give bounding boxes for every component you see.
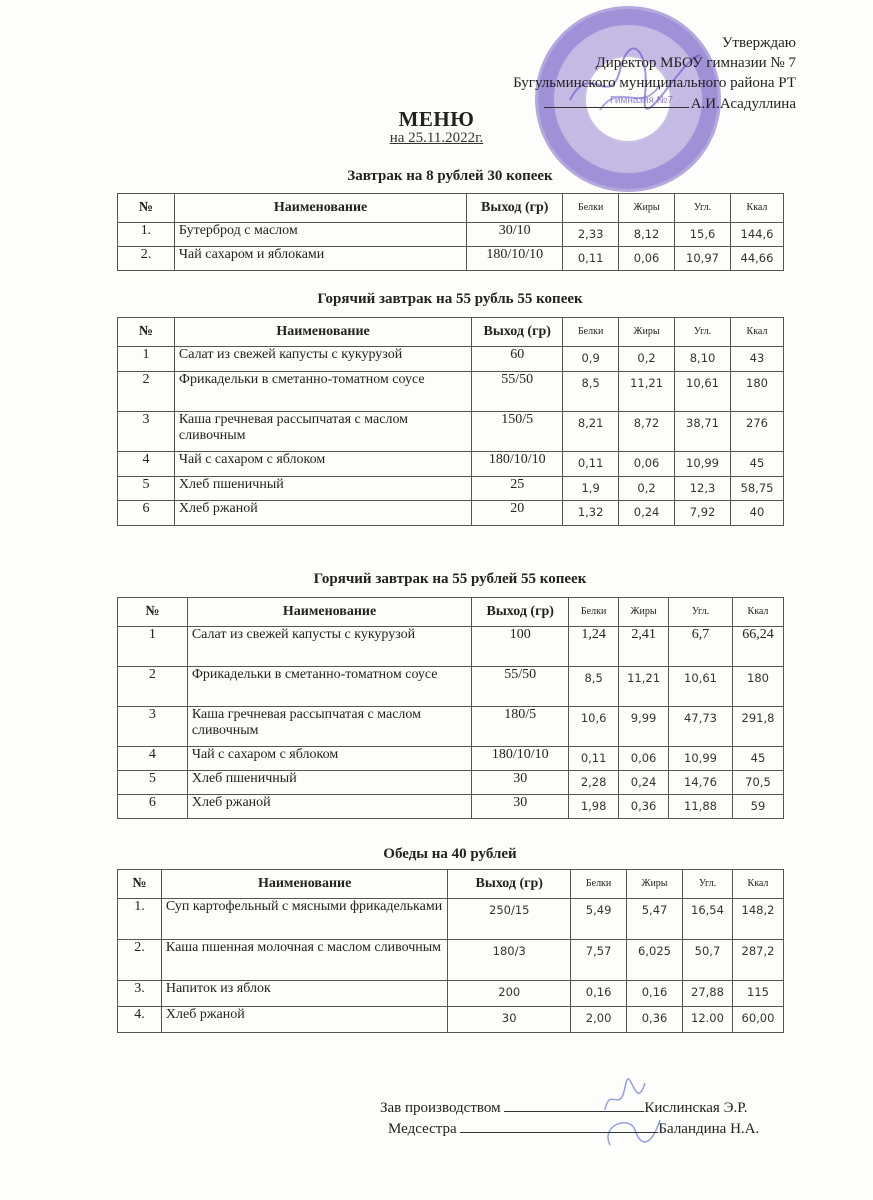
col-yield: Выход (гр) xyxy=(467,194,563,223)
stamp-center-text: Гимназия №7 xyxy=(610,95,673,106)
table-row: 3 Каша гречневая рассыпчатая с маслом сливочным 150/5 8,21 8,72 38,71 276 xyxy=(118,412,784,452)
table-row: 2. Чай сахаром и яблоками 180/10/10 0,11 0,06 10,97 44,66 xyxy=(118,247,784,271)
table-header-row: № Наименование Выход (гр) Белки Жиры Угл. Ккал xyxy=(118,870,784,899)
table-header-row: № Наименование Выход (гр) Белки Жиры Угл. Ккал xyxy=(118,318,784,347)
signature-row xyxy=(380,1097,759,1118)
section-title-hot-breakfast-2: Горячий завтрак на 55 рублей 55 копеек xyxy=(313,571,587,587)
table-row: 4. Хлеб ржаной 30 2,00 0,36 12.00 60,00 xyxy=(118,1007,784,1033)
col-kcal: Ккал xyxy=(730,194,783,223)
approval-block xyxy=(513,33,796,114)
approval-signature-line xyxy=(544,93,689,108)
section-title-lunch: Обеды на 40 рублей xyxy=(383,846,517,862)
table-row: 1 Салат из свежей капусты с кукурузой 60 0,9 0,2 8,10 43 xyxy=(118,347,784,372)
section-title-hot-breakfast-1: Горячий завтрак на 55 рубль 55 копеек xyxy=(317,291,583,307)
approval-signer: А.И.Асадуллина xyxy=(690,96,796,112)
col-carbs: Угл. xyxy=(675,194,731,223)
table-row: 3. Напиток из яблок 200 0,16 0,16 27,88 115 xyxy=(118,981,784,1007)
signature-role: Медсестра xyxy=(388,1121,457,1137)
table-row: 3 Каша гречневая рассыпчатая с маслом сливочным 180/5 10,6 9,99 47,73 291,8 xyxy=(118,707,784,747)
signature-line xyxy=(460,1118,658,1133)
table-header-row: № Наименование Выход (гр) Белки Жиры Угл. Ккал xyxy=(118,598,784,627)
table-row: 1. Суп картофельный с мясными фрикадельками 250/15 5,49 5,47 16,54 148,2 xyxy=(118,899,784,940)
section-title-breakfast: Завтрак на 8 рублей 30 копеек xyxy=(347,168,553,184)
table-row: 1. Бутерброд с маслом 30/10 2,33 8,12 15,6 144,6 xyxy=(118,223,784,247)
menu-table-hot-breakfast-2 xyxy=(117,597,784,819)
col-number: № xyxy=(118,194,175,223)
menu-date: на 25.11.2022г. xyxy=(389,130,484,146)
col-protein: Белки xyxy=(563,194,619,223)
signature-line xyxy=(504,1097,644,1112)
approval-organization: Бугульминского муниципального района РТ xyxy=(513,75,796,91)
table-row: 4 Чай с сахаром с яблоком 180/10/10 0,11 0,06 10,99 45 xyxy=(118,452,784,477)
table-row: 4 Чай с сахаром с яблоком 180/10/10 0,11 0,06 10,99 45 xyxy=(118,747,784,771)
signature-name: Кислинская Э.Р. xyxy=(644,1100,748,1116)
table-row: 2 Фрикадельки в сметанно-томатном соусе 55/50 8,5 11,21 10,61 180 xyxy=(118,667,784,707)
signature-role: Зав производством xyxy=(380,1100,501,1116)
table-row: 5 Хлеб пшеничный 30 2,28 0,24 14,76 70,5 xyxy=(118,771,784,795)
page-title: МЕНЮ xyxy=(398,107,475,131)
table-row: 6 Хлеб ржаной 30 1,98 0,36 11,88 59 xyxy=(118,795,784,819)
signature-row xyxy=(380,1118,759,1139)
approval-position: Директор МБОУ гимназии № 7 xyxy=(595,55,796,71)
menu-table-hot-breakfast-1 xyxy=(117,317,784,526)
table-row: 5 Хлеб пшеничный 25 1,9 0,2 12,3 58,75 xyxy=(118,477,784,501)
table-header-row xyxy=(118,194,784,223)
table-row: 2 Фрикадельки в сметанно-томатном соусе 55/50 8,5 11,21 10,61 180 xyxy=(118,372,784,412)
menu-table-lunch xyxy=(117,869,784,1033)
col-fat: Жиры xyxy=(619,194,675,223)
menu-table-breakfast xyxy=(117,193,784,271)
table-row: 2. Каша пшенная молочная с маслом сливочным 180/3 7,57 6,025 50,7 287,2 xyxy=(118,940,784,981)
approval-heading: Утверждаю xyxy=(721,35,796,51)
signatures-block xyxy=(380,1097,759,1139)
table-row: 6 Хлеб ржаной 20 1,32 0,24 7,92 40 xyxy=(118,501,784,526)
table-row: 1 Салат из свежей капусты с кукурузой 100 1,24 2,41 6,7 66,24 xyxy=(118,627,784,667)
signature-name: Баландина Н.А. xyxy=(658,1121,760,1137)
col-name: Наименование xyxy=(174,194,466,223)
